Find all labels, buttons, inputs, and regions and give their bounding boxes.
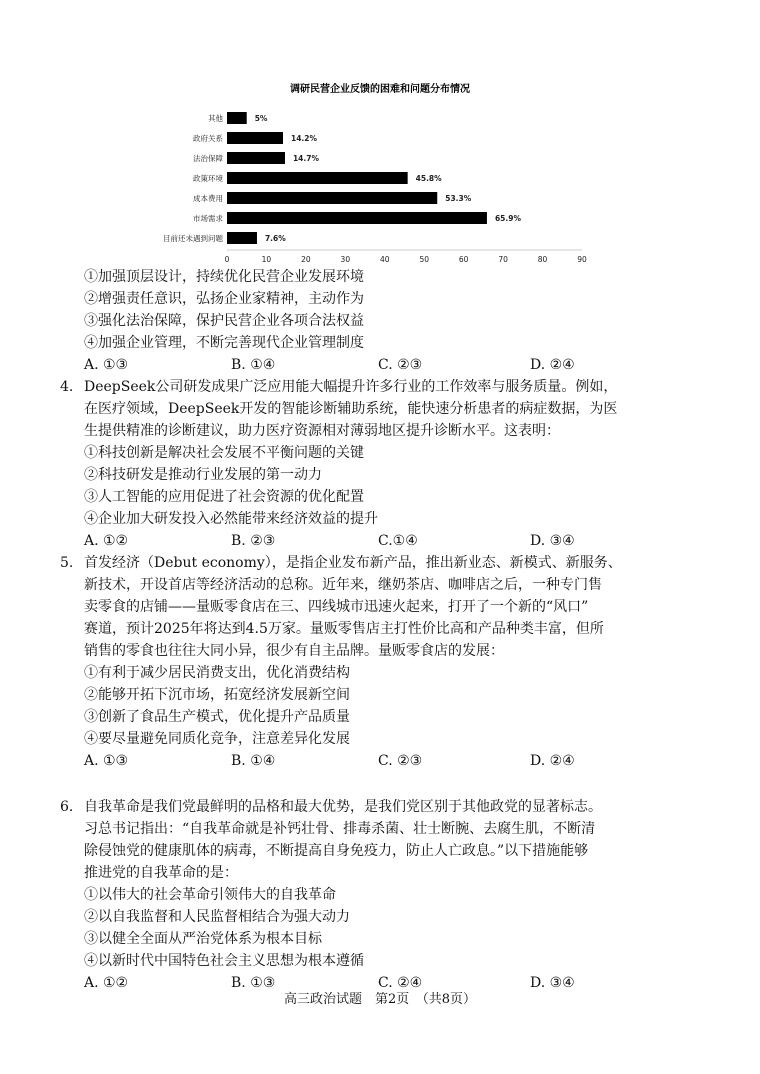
q6-item-2: ②以自我监督和人民监督相结合为强大动力 (84, 909, 350, 925)
q6-stem-line-3: 除侵蚀党的健康肌体的病毒，不断提高自身免疫力，防止人亡政息。”以下措施能够 (84, 843, 589, 859)
q3-options (84, 354, 684, 376)
category-label: 目前还未遇到问题 (163, 234, 223, 243)
q4-option-a[interactable]: A. ①② (84, 533, 129, 549)
q5-option-d[interactable]: D. ②④ (530, 753, 575, 769)
q5-stem-line-4: 赛道，预计2025年将达到4.5万家。量贩零售店主打性价比高和产品种类丰富，但所 (84, 621, 604, 637)
q4-option-b[interactable]: B. ②③ (231, 533, 276, 549)
q5-item-3: ③创新了食品生产模式，优化提升产品质量 (84, 709, 350, 725)
q6-item-4: ④以新时代中国特色社会主义思想为根本遵循 (84, 953, 364, 969)
q5-number: 5. (60, 555, 74, 571)
q6-stem-line-1: 自我革命是我们党最鲜明的品格和最大优势，是我们党区别于其他政党的显著标志。 (84, 799, 602, 815)
q4-item-3: ③人工智能的应用促进了社会资源的优化配置 (84, 489, 364, 505)
value-label: 53.3% (445, 194, 472, 203)
value-label: 14.2% (291, 134, 318, 143)
category-label: 法治保障 (193, 154, 223, 163)
bar (227, 152, 285, 164)
q5-options (84, 750, 684, 772)
q4-item-1: ①科技创新是解决社会发展不平衡问题的关键 (84, 445, 364, 461)
bar-chart (140, 78, 620, 268)
q4-option-c[interactable]: C.①④ (378, 533, 418, 549)
bar (227, 232, 257, 244)
q5-item-1: ①有利于减少居民消费支出，优化消费结构 (84, 665, 350, 681)
value-label: 5% (254, 114, 268, 123)
q4-item-2: ②科技研发是推动行业发展的第一动力 (84, 467, 322, 483)
q6-option-d[interactable]: D. ③④ (530, 975, 575, 991)
q5-stem-line-5: 销售的零食也往往大同小异，很少有自主品牌。量贩零食店的发展： (84, 643, 504, 659)
x-tick-label: 70 (498, 255, 508, 264)
q3-item-2: ②增强责任意识，弘扬企业家精神，主动作为 (84, 291, 364, 307)
q4-stem-line-1: DeepSeek公司研发成果广泛应用能大幅提升许多行业的工作效率与服务质量。例如， (84, 379, 618, 395)
x-tick-label: 20 (301, 255, 311, 264)
q4-options (84, 530, 684, 552)
category-label: 成本费用 (193, 194, 223, 203)
q3-option-b[interactable]: B. ①④ (231, 357, 276, 373)
category-label: 市场需求 (193, 214, 223, 223)
q6-stem-line-4: 推进党的自我革命的是： (84, 865, 238, 881)
question-3 (84, 266, 684, 376)
x-tick-label: 10 (261, 255, 272, 264)
value-label: 45.8% (415, 174, 442, 183)
q5-item-4: ④要尽量避免同质化竞争，注意差异化发展 (84, 731, 350, 747)
q6-item-3: ③以健全全面从严治党体系为根本目标 (84, 931, 322, 947)
x-tick-label: 50 (419, 255, 429, 264)
q4-number: 4. (60, 379, 74, 395)
bar (227, 112, 247, 124)
q6-item-1: ①以伟大的社会革命引领伟大的自我革命 (84, 887, 336, 903)
x-tick-label: 60 (458, 255, 469, 264)
q3-item-3: ③强化法治保障，保护民营企业各项合法权益 (84, 313, 364, 329)
x-tick-label: 30 (340, 255, 351, 264)
value-label: 65.9% (494, 214, 521, 223)
bar (227, 132, 283, 144)
q6-option-a[interactable]: A. ①② (84, 975, 129, 991)
x-tick-label: 0 (224, 255, 230, 264)
q3-option-a[interactable]: A. ①③ (84, 357, 129, 373)
q6-stem-line-2: 习总书记指出：“自我革命就是补钙壮骨、排毒杀菌、壮士断腕、去腐生肌，不断清 (84, 821, 596, 837)
q4-option-d[interactable]: D. ③④ (530, 533, 575, 549)
q5-stem-line-2: 新技术，开设首店等经济活动的总称。近年来，继奶茶店、咖啡店之后，一种专门售 (84, 577, 602, 593)
category-label: 政策环境 (193, 174, 223, 183)
q5-item-2: ②能够开拓下沉市场，拓宽经济发展新空间 (84, 687, 350, 703)
q5-stem-line-3: 卖零食的店铺——量贩零食店在三、四线城市迅速火起来，打开了一个新的“风口” (84, 599, 589, 615)
q4-stem-line-3: 生提供精准的诊断建议，助力医疗资源相对薄弱地区提升诊断水平。这表明： (84, 423, 560, 439)
value-label: 7.6% (264, 234, 286, 243)
chart-title: 调研民营企业反馈的困难和问题分布情况 (290, 84, 470, 95)
q5-option-a[interactable]: A. ①③ (84, 753, 129, 769)
x-tick-label: 40 (380, 255, 390, 264)
q4-item-4: ④企业加大研发投入必然能带来经济效益的提升 (84, 511, 378, 527)
q5-stem-line-1: 首发经济（Debut economy），是指企业发布新产品，推出新业态、新模式、新服务、 (84, 555, 622, 571)
bar (227, 212, 487, 224)
page-footer: 高三政治试题 第2页 （共8页） (283, 992, 477, 1007)
q3-option-d[interactable]: D. ②④ (530, 357, 575, 373)
question-6 (60, 796, 684, 994)
q6-option-b[interactable]: B. ①③ (231, 975, 276, 991)
q3-item-1: ①加强顶层设计，持续优化民营企业发展环境 (84, 269, 364, 285)
bar (227, 172, 408, 184)
bar (227, 192, 437, 204)
value-label: 14.7% (292, 154, 320, 163)
question-4 (60, 376, 684, 552)
q3-item-4: ④加强企业管理，不断完善现代企业管理制度 (84, 335, 364, 351)
q3-option-c[interactable]: C. ②③ (378, 357, 423, 373)
q5-option-c[interactable]: C. ②③ (378, 753, 423, 769)
x-tick-label: 90 (577, 255, 587, 264)
category-label: 政府关系 (193, 134, 223, 143)
q6-option-c[interactable]: C. ②④ (378, 975, 423, 991)
category-label: 其他 (208, 114, 223, 123)
q6-number: 6. (60, 799, 74, 815)
q5-option-b[interactable]: B. ①④ (231, 753, 276, 769)
question-5 (60, 552, 684, 772)
x-tick-label: 80 (537, 255, 548, 264)
q4-stem-line-2: 在医疗领域，DeepSeek开发的智能诊断辅助系统，能快速分析患者的病症数据，为医 (84, 401, 618, 417)
